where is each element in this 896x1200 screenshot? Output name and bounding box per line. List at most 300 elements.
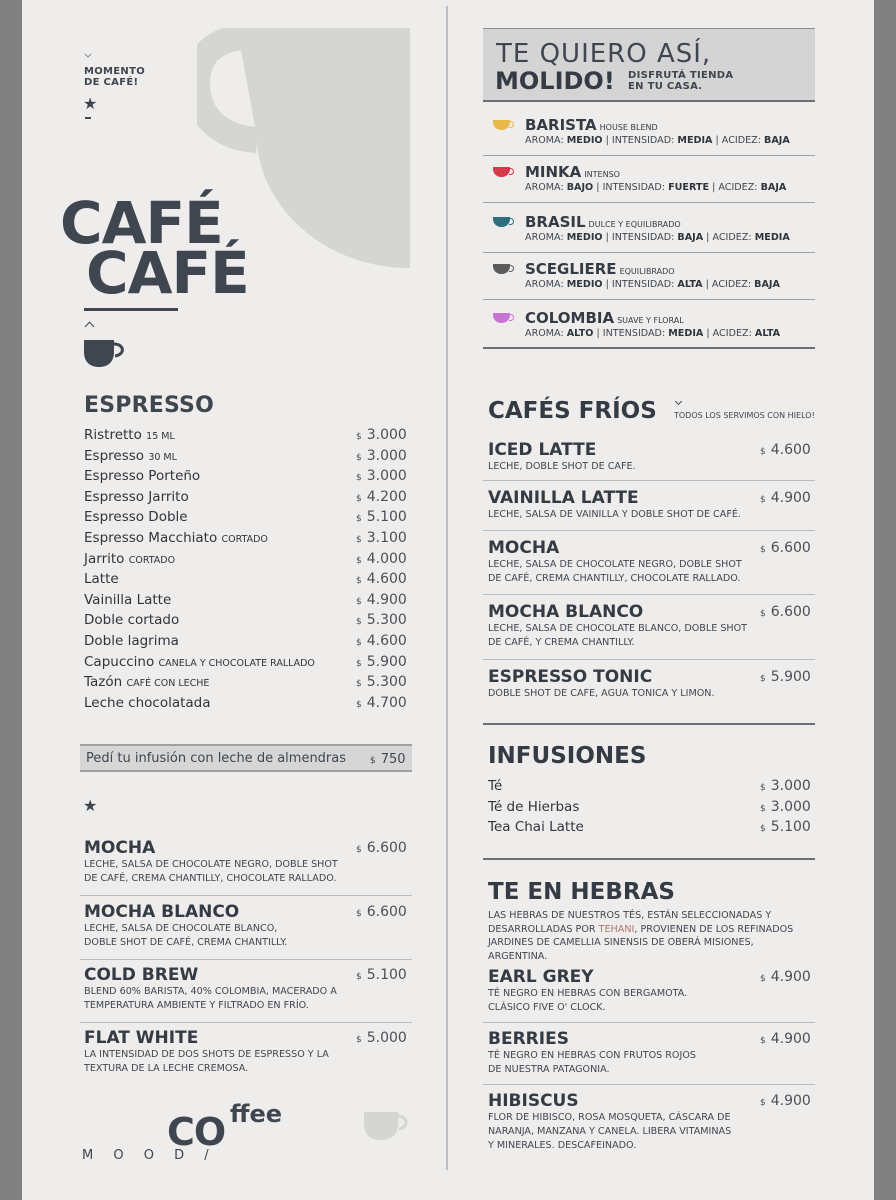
logo-mood: M O O D / xyxy=(82,1148,217,1163)
currency-symbol: $ xyxy=(760,447,766,457)
currency-symbol: $ xyxy=(356,576,362,587)
tea-intro-line-3: JARDINES DE CAMELLIA SINENSIS DE OBERÁ MISIONES, xyxy=(488,937,754,949)
small-cup-icon xyxy=(364,1110,410,1142)
item-description: FLOR DE HIBISCO, ROSA MOSQUETA, CÁSCARA DE xyxy=(488,1112,731,1123)
price xyxy=(356,695,407,711)
item-description: LECHE, DOBLE SHOT DE CAFE. xyxy=(488,461,636,472)
chevron-down-icon xyxy=(675,398,682,405)
price xyxy=(356,654,407,670)
item-description: DOBLE SHOT DE CAFÉ, CREMA CHANTILLY. xyxy=(84,937,288,948)
price xyxy=(356,674,407,690)
cold-coffee-item xyxy=(488,440,816,474)
price-value: 5.100 xyxy=(770,819,811,836)
item-name-wrap xyxy=(84,448,177,464)
blend-info: AROMA: MEDIO | INTENSIDAD: MEDIA | ACIDEZ: BAJA xyxy=(525,135,790,146)
blend-name: BRASIL xyxy=(525,213,586,231)
item-name: Latte xyxy=(84,571,119,588)
item-name: EARL GREY xyxy=(488,967,594,987)
aroma-label: AROMA: xyxy=(525,182,564,193)
tea-intro-text: DESARROLLADAS POR xyxy=(488,923,596,935)
logo-ffee: ffee xyxy=(230,1100,282,1128)
blend-info: AROMA: MEDIO | INTENSIDAD: BAJA | ACIDEZ: MEDIA xyxy=(525,232,790,243)
ground-tagline-1: DISFRUTÁ TIENDA xyxy=(628,70,734,81)
acidity-label: ACIDEZ: xyxy=(712,232,752,243)
price-value: 5.900 xyxy=(770,669,811,685)
price-value: 4.900 xyxy=(770,1031,811,1047)
item-description: DE NUESTRA PATAGONIA. xyxy=(488,1064,610,1075)
item-name: Espresso Doble xyxy=(84,509,188,526)
item-name: MOCHA BLANCO xyxy=(84,902,240,922)
price xyxy=(356,489,407,505)
currency-symbol: $ xyxy=(356,617,362,628)
currency-symbol: $ xyxy=(356,473,362,484)
aroma-value: MEDIO xyxy=(566,279,603,290)
price xyxy=(356,904,407,920)
blend-name: BARISTA xyxy=(525,116,597,134)
item-name: Doble cortado xyxy=(84,612,180,629)
infusions-title: INFUSIONES xyxy=(488,743,647,769)
acidity-label: ACIDEZ: xyxy=(712,328,752,339)
blend-item xyxy=(483,205,815,253)
item-name: COLD BREW xyxy=(84,965,199,985)
price-value: 5.900 xyxy=(366,653,407,670)
item-name-wrap xyxy=(84,530,268,546)
caret-up-icon xyxy=(85,322,95,332)
item-name-wrap xyxy=(84,427,175,443)
item-description: DE CAFÉ, CREMA CHANTILLY, CHOCOLATE RALLADO. xyxy=(84,873,337,884)
price-value: 3.000 xyxy=(366,468,407,485)
item-name: Jarrito xyxy=(84,550,125,567)
currency-symbol: $ xyxy=(356,596,362,607)
cold-coffees-title: CAFÉS FRÍOS xyxy=(488,398,657,424)
item-name: Capuccino xyxy=(84,653,155,670)
tehani-brand: TEHANI xyxy=(598,923,635,935)
menu-item xyxy=(84,633,414,654)
almond-milk-banner xyxy=(80,744,412,772)
item-name: VAINILLA LATTE xyxy=(488,488,639,508)
blend-name: COLOMBIA xyxy=(525,309,615,327)
blend-info: AROMA: ALTO | INTENSIDAD: MEDIA | ACIDEZ: ALTA xyxy=(525,328,781,339)
item-name: Doble lagrima xyxy=(84,633,179,649)
currency-symbol: $ xyxy=(356,658,362,669)
row-divider xyxy=(80,895,412,896)
menu-item xyxy=(84,592,414,613)
currency-symbol: $ xyxy=(760,674,766,684)
row-divider xyxy=(80,959,412,960)
currency-symbol: $ xyxy=(760,609,766,619)
currency-symbol: $ xyxy=(760,783,766,793)
special-item xyxy=(84,1028,414,1076)
cup-icon xyxy=(493,120,510,130)
currency-symbol: $ xyxy=(760,824,766,835)
item-description: TÉ NEGRO EN HEBRAS CON FRUTOS ROJOS xyxy=(488,1050,696,1061)
tea-item xyxy=(488,967,816,1015)
tea-intro-line-2 xyxy=(488,923,818,937)
currency-symbol: $ xyxy=(760,1098,766,1108)
price-value: 4.600 xyxy=(366,633,407,649)
almond-milk-price xyxy=(370,752,406,767)
item-note: 30 ML xyxy=(148,451,177,463)
menu-item xyxy=(84,551,414,572)
currency-symbol: $ xyxy=(760,1036,766,1046)
menu-item xyxy=(84,571,414,592)
aroma-value: BAJO xyxy=(566,182,594,193)
ground-tagline xyxy=(628,70,733,92)
intensity-value: MEDIA xyxy=(668,328,704,339)
item-description: BLEND 60% BARISTA, 40% COLOMBIA, MACERADO A xyxy=(84,986,337,997)
price xyxy=(760,540,811,556)
item-name: Té de Hierbas xyxy=(488,798,580,815)
menu-item xyxy=(84,695,414,716)
currency-symbol: $ xyxy=(760,803,766,814)
almond-milk-text: Pedí tu infusión con leche de almendras xyxy=(86,751,347,766)
cup-icon xyxy=(493,217,510,227)
infusion-item xyxy=(488,799,816,820)
item-description: LECHE, SALSA DE VAINILLA Y DOBLE SHOT DE CAFÉ. xyxy=(488,509,741,520)
price xyxy=(356,612,407,628)
price-value: 5.100 xyxy=(366,967,407,983)
acidity-label: ACIDEZ: xyxy=(721,135,761,146)
item-name-wrap xyxy=(84,654,315,670)
tea-intro-line-1: LAS HEBRAS DE NUESTROS TÉS, ESTÁN SELECCIONADAS Y xyxy=(488,910,772,921)
item-name-wrap xyxy=(84,489,189,505)
blend-info: AROMA: MEDIO | INTENSIDAD: ALTA | ACIDEZ: BAJA xyxy=(525,279,780,290)
price-value: 4.900 xyxy=(366,591,407,608)
currency-symbol: $ xyxy=(356,452,362,463)
currency-symbol: $ xyxy=(356,679,362,690)
title-line-2: CAFÉ xyxy=(86,239,249,307)
menu-item xyxy=(84,468,414,489)
blend-item xyxy=(483,155,815,203)
item-name-wrap xyxy=(84,633,179,649)
tea-intro xyxy=(488,909,818,963)
item-note: 15 ML xyxy=(146,431,175,442)
item-name: ICED LATTE xyxy=(488,440,597,460)
price-value: 6.600 xyxy=(366,904,407,920)
infusion-item xyxy=(488,819,816,840)
acidity-value: BAJA xyxy=(760,182,787,193)
item-note: CAFÉ CON LECHE xyxy=(126,678,210,690)
ground-line-1: TE QUIERO ASÍ, xyxy=(496,39,712,69)
special-item xyxy=(84,902,414,950)
item-name: MOCHA xyxy=(488,538,560,558)
small-dash xyxy=(85,117,91,119)
item-name: Espresso xyxy=(84,447,145,464)
price-value: 6.600 xyxy=(770,540,811,556)
currency-symbol: $ xyxy=(760,495,766,505)
intensity-value: MEDIA xyxy=(677,135,713,146)
price xyxy=(356,592,407,608)
price-value: 4.900 xyxy=(770,1093,811,1109)
price-value: 4.600 xyxy=(770,442,811,458)
item-name-wrap xyxy=(84,612,179,628)
menu-item xyxy=(84,427,414,448)
tagline xyxy=(84,66,145,88)
acidity-value: MEDIA xyxy=(754,232,790,243)
section-divider xyxy=(483,723,815,725)
coffee-mood-logo xyxy=(82,1100,322,1170)
item-description: LA INTENSIDAD DE DOS SHOTS DE ESPRESSO Y LA xyxy=(84,1049,329,1060)
price-value: 5.300 xyxy=(366,674,407,691)
price xyxy=(760,490,811,506)
intensity-value: FUERTE xyxy=(668,182,710,193)
coffee-cup-icon xyxy=(84,338,128,368)
price xyxy=(356,633,407,649)
menu-item xyxy=(84,612,414,633)
blend-subtitle: EQUILIBRADO xyxy=(619,267,675,276)
blend-name: SCEGLIERE xyxy=(525,260,617,278)
tagline-line-1: MOMENTO xyxy=(84,66,146,77)
blend-name-wrap xyxy=(525,116,658,134)
row-divider xyxy=(483,659,815,660)
currency-symbol: $ xyxy=(356,514,362,525)
blend-name: MINKA xyxy=(525,163,582,181)
acidity-label: ACIDEZ: xyxy=(718,182,758,193)
blend-item xyxy=(483,252,815,300)
menu-item xyxy=(84,489,414,510)
item-name: Ristretto xyxy=(84,427,142,443)
intensity-label: INTENSIDAD: xyxy=(611,135,675,146)
special-item xyxy=(84,965,414,1013)
item-name-wrap xyxy=(84,468,200,484)
blend-info: AROMA: BAJO | INTENSIDAD: FUERTE | ACIDEZ: BAJA xyxy=(525,182,787,193)
item-description: DE CAFÉ, Y CREMA CHANTILLY. xyxy=(488,637,635,648)
item-name: Espresso Porteño xyxy=(84,468,201,485)
blend-name-wrap xyxy=(525,213,681,231)
item-note: CORTADO xyxy=(221,534,268,545)
menu-item xyxy=(84,530,414,551)
item-name-wrap xyxy=(84,509,188,525)
cold-coffee-item xyxy=(488,538,816,586)
currency-symbol: $ xyxy=(760,974,766,984)
logo-co: CO xyxy=(167,1110,226,1154)
tea-intro-line-4: ARGENTINA. xyxy=(488,950,548,962)
item-name-wrap xyxy=(84,551,175,567)
price-value: 5.100 xyxy=(366,509,407,526)
row-divider xyxy=(483,530,815,531)
price-value: 4.200 xyxy=(366,488,407,505)
price-value: 3.000 xyxy=(366,427,407,443)
price-value: 6.600 xyxy=(770,604,811,620)
item-note: CANELA Y CHOCOLATE RALLADO xyxy=(158,657,315,669)
price xyxy=(356,448,407,464)
tagline-line-2: DE CAFÉ! xyxy=(84,77,139,88)
price xyxy=(760,1093,811,1109)
row-divider xyxy=(483,480,815,481)
row-divider xyxy=(483,1022,815,1023)
item-name-wrap xyxy=(84,674,209,690)
item-name: HIBISCUS xyxy=(488,1091,579,1111)
item-name: ESPRESSO TONIC xyxy=(488,667,653,687)
aroma-value: ALTO xyxy=(566,328,594,339)
price-value: 5.000 xyxy=(366,1030,407,1046)
menu-item xyxy=(84,674,414,695)
ground-tagline-2: EN TU CASA. xyxy=(628,81,703,92)
tea-item xyxy=(488,1091,816,1153)
price xyxy=(760,442,811,458)
currency-symbol: $ xyxy=(356,638,362,648)
tea-item xyxy=(488,1029,816,1077)
price xyxy=(760,1031,811,1047)
currency-symbol: $ xyxy=(356,535,362,545)
currency-symbol: $ xyxy=(356,909,362,919)
center-divider xyxy=(446,6,448,1170)
price xyxy=(760,799,811,815)
item-description: TEXTURA DE LA LECHE CREMOSA. xyxy=(84,1063,249,1074)
intensity-label: INTENSIDAD: xyxy=(611,232,675,243)
cold-coffee-item xyxy=(488,667,816,701)
star-icon: ★ xyxy=(83,796,98,815)
tea-title: TE EN HEBRAS xyxy=(488,879,675,905)
item-description: LECHE, SALSA DE CHOCOLATE NEGRO, DOBLE SHOT xyxy=(488,559,742,570)
currency-symbol: $ xyxy=(356,493,362,504)
aroma-label: AROMA: xyxy=(525,279,564,290)
price xyxy=(356,427,407,443)
item-name: Espresso Macchiato xyxy=(84,530,218,546)
cup-icon xyxy=(493,313,510,323)
acidity-value: ALTA xyxy=(754,328,781,339)
price-value: 4.900 xyxy=(770,969,811,985)
title-line-1: CAFÉ xyxy=(60,189,223,257)
item-description: LECHE, SALSA DE CHOCOLATE BLANCO, DOBLE SHOT xyxy=(488,623,748,634)
item-description: Y MINERALES. DESCAFEINADO. xyxy=(488,1140,637,1151)
title-underline xyxy=(84,308,178,311)
menu-item xyxy=(84,509,414,530)
item-name-wrap xyxy=(84,695,211,711)
item-name: Espresso Jarrito xyxy=(84,488,189,505)
section-divider xyxy=(483,858,815,860)
price-value: 4.000 xyxy=(366,550,407,567)
item-description: CLÁSICO FIVE O' CLOCK. xyxy=(488,1002,606,1013)
item-name-wrap xyxy=(84,592,171,608)
currency-symbol: $ xyxy=(356,972,362,982)
blend-subtitle: HOUSE BLEND xyxy=(599,123,658,132)
menu-page xyxy=(22,0,874,1200)
item-name: Leche chocolatada xyxy=(84,694,211,711)
intensity-label: INTENSIDAD: xyxy=(602,328,666,339)
price xyxy=(356,509,407,525)
price xyxy=(760,969,811,985)
item-name: BERRIES xyxy=(488,1029,569,1049)
chevron-down-icon xyxy=(85,51,92,58)
item-description: LECHE, SALSA DE CHOCOLATE BLANCO, xyxy=(84,923,278,934)
menu-item xyxy=(84,654,414,675)
cold-coffee-item xyxy=(488,602,816,650)
cup-icon xyxy=(493,167,510,177)
item-name: FLAT WHITE xyxy=(84,1028,199,1048)
acidity-value: BAJA xyxy=(754,279,780,290)
item-description: LECHE, SALSA DE CHOCOLATE NEGRO, DOBLE SHOT xyxy=(84,859,338,870)
price-value: 3.000 xyxy=(770,778,811,794)
acidity-value: BAJA xyxy=(764,135,790,146)
blend-subtitle: SUAVE Y FLORAL xyxy=(617,316,684,325)
price-value: 4.700 xyxy=(366,694,407,711)
item-name-wrap xyxy=(84,571,119,587)
blend-name-wrap xyxy=(525,260,675,278)
currency-symbol: $ xyxy=(760,545,766,555)
price xyxy=(760,778,811,794)
price xyxy=(760,819,811,835)
blend-item xyxy=(483,301,815,349)
item-name: MOCHA xyxy=(84,838,156,858)
cup-icon xyxy=(493,264,510,274)
currency-symbol: $ xyxy=(370,756,376,766)
item-name: MOCHA BLANCO xyxy=(488,602,644,622)
price-value: 3.000 xyxy=(770,798,811,815)
price-value: 4.600 xyxy=(366,571,407,588)
price xyxy=(356,967,407,983)
cold-coffees-note: TODOS LOS SERVIMOS CON HIELO! xyxy=(674,411,815,420)
currency-symbol: $ xyxy=(356,845,362,855)
blend-name-wrap xyxy=(525,309,684,327)
intensity-label: INTENSIDAD: xyxy=(602,182,665,193)
blend-subtitle: DULCE Y EQUILIBRADO xyxy=(588,220,681,229)
price xyxy=(760,669,811,685)
price-value: 4.900 xyxy=(770,490,811,506)
item-description: TEMPERATURA AMBIENTE Y FILTRADO EN FRÍO. xyxy=(84,1000,309,1011)
currency-symbol: $ xyxy=(356,1035,362,1045)
large-cup-illustration xyxy=(197,28,412,270)
blend-item xyxy=(483,108,815,156)
intensity-label: INTENSIDAD: xyxy=(611,279,675,290)
espresso-title: ESPRESSO xyxy=(84,393,214,418)
price xyxy=(356,468,407,484)
aroma-value: MEDIO xyxy=(566,135,603,146)
price-value: 6.600 xyxy=(366,840,407,856)
price xyxy=(760,604,811,620)
ground-line-2: MOLIDO! xyxy=(495,67,615,95)
currency-symbol: $ xyxy=(356,432,362,442)
price xyxy=(356,571,407,587)
price-value: 3.000 xyxy=(366,447,407,464)
aroma-label: AROMA: xyxy=(525,135,564,146)
item-description: DOBLE SHOT DE CAFE, AGUA TONICA Y LIMON. xyxy=(488,688,715,699)
ground-coffee-banner xyxy=(483,28,815,102)
price xyxy=(356,551,407,567)
special-item xyxy=(84,838,414,886)
item-name: Tazón xyxy=(84,674,123,691)
intensity-value: BAJA xyxy=(677,232,704,243)
row-divider xyxy=(80,1022,412,1023)
aroma-value: MEDIO xyxy=(566,232,603,243)
currency-symbol: $ xyxy=(356,555,362,566)
item-description: NARANJA, MANZANA Y CANELA. LIBERA VITAMINAS xyxy=(488,1126,732,1137)
item-name: Tea Chai Latte xyxy=(488,819,584,836)
acidity-label: ACIDEZ: xyxy=(711,279,752,290)
price xyxy=(356,840,407,856)
item-name: Vainilla Latte xyxy=(84,591,172,608)
aroma-label: AROMA: xyxy=(525,328,564,339)
item-name: Té xyxy=(488,778,503,794)
blend-name-wrap xyxy=(525,163,620,181)
price-value: 5.300 xyxy=(366,612,407,629)
row-divider xyxy=(483,594,815,595)
infusion-item xyxy=(488,778,816,799)
price xyxy=(356,1030,407,1046)
item-description: DE CAFÉ, CREMA CHANTILLY, CHOCOLATE RALLADO. xyxy=(488,573,741,584)
currency-symbol: $ xyxy=(356,699,362,710)
price-value: 3.100 xyxy=(366,530,407,546)
star-icon: ★ xyxy=(83,94,98,113)
price xyxy=(356,530,407,546)
tea-intro-text: , PROVIENEN DE LOS REFINADOS xyxy=(634,923,794,935)
aroma-label: AROMA: xyxy=(525,232,564,243)
item-description: TÉ NEGRO EN HEBRAS CON BERGAMOTA. xyxy=(488,988,688,999)
almond-milk-price-value: 750 xyxy=(380,752,406,767)
row-divider xyxy=(483,1084,815,1085)
menu-item xyxy=(84,448,414,469)
blend-subtitle: INTENSO xyxy=(584,170,620,179)
